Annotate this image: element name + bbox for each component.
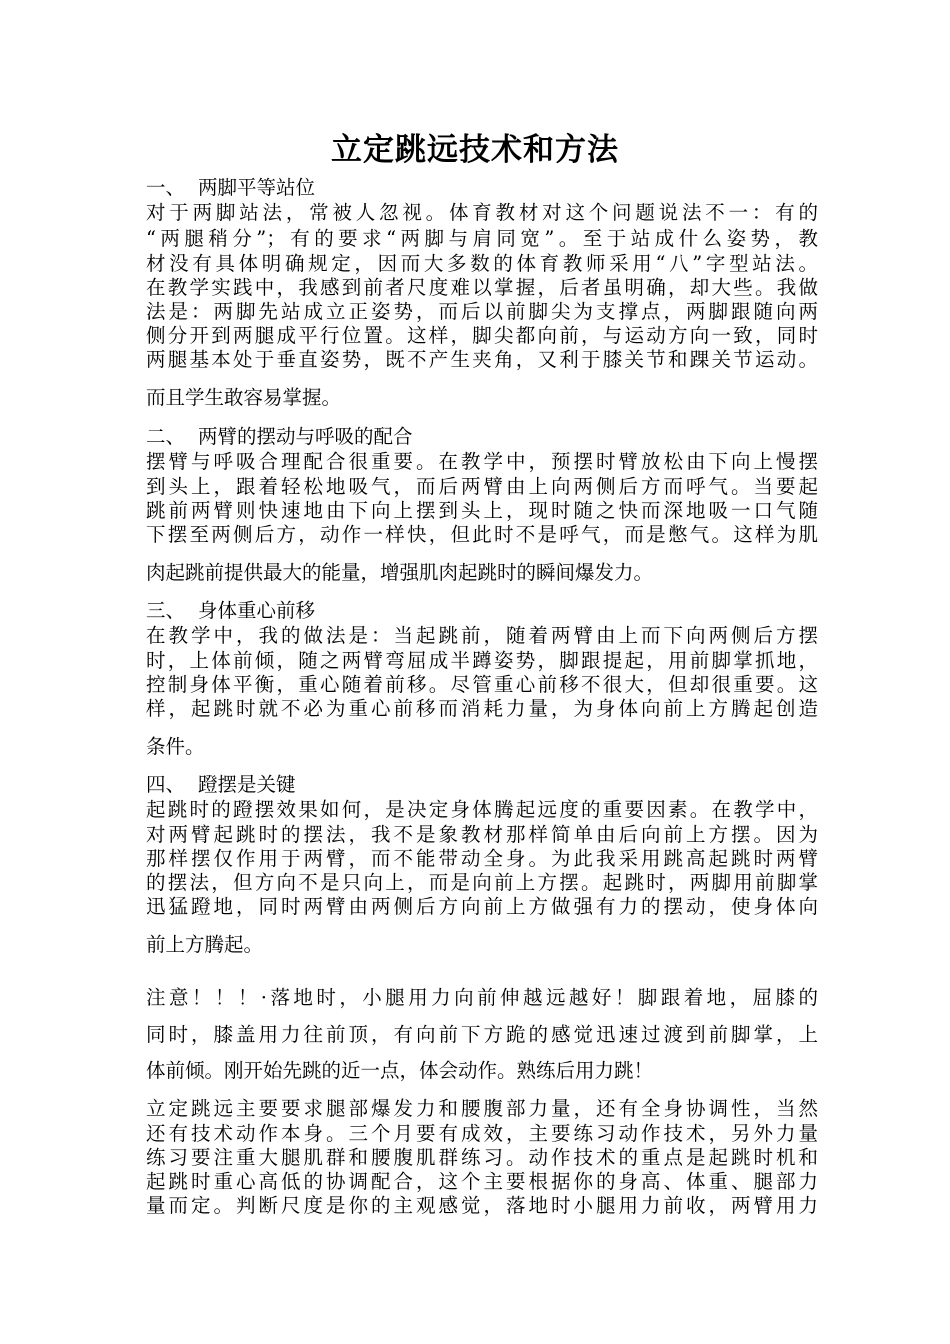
paragraph-line: 时，上体前倾，随之两臂弯屈成半蹲姿势，脚跟提起，用前脚掌抓地， bbox=[146, 649, 818, 672]
document-title: 立定跳远技术和方法 bbox=[331, 132, 619, 168]
section-heading-text: 蹬摆是关键 bbox=[198, 773, 296, 796]
section-heading bbox=[146, 424, 413, 450]
paragraph-line: 前上方腾起。 bbox=[146, 933, 264, 956]
paragraph-line: 侧分开到两腿成平行位置。这样，脚尖都向前，与运动方向一致，同时 bbox=[146, 324, 818, 347]
paragraph-line: 的摆法，但方向不是只向上，而是向前上方摆。起跳时，两脚用前脚掌 bbox=[146, 871, 818, 894]
paragraph-line: 两腿基本处于垂直姿势，既不产生夹角，又利于膝关节和踝关节运动。 bbox=[146, 348, 818, 371]
paragraph-line: 样，起跳时就不必为重心前移而消耗力量，为身体向前上方腾起创造 bbox=[146, 697, 818, 720]
paragraph-line: 条件。 bbox=[146, 735, 205, 758]
section-number: 四、 bbox=[146, 773, 186, 796]
section-heading-text: 两臂的摆动与呼吸的配合 bbox=[198, 425, 413, 448]
paragraph-line: 下摆至两侧后方，动作一样快，但此时不是呼气，而是憋气。这样为肌 bbox=[146, 523, 818, 546]
paragraph-line: 立定跳远主要要求腿部爆发力和腰腹部力量，还有全身协调性，当然 bbox=[146, 1097, 818, 1120]
paragraph-line: 法是：两脚先站成立正姿势，而后以前脚尖为支撑点，两脚跟随向两 bbox=[146, 300, 818, 323]
paragraph-line: 对于两脚站法，常被人忽视。体育教材对这个问题说法不一：有的 bbox=[146, 201, 818, 224]
section-heading bbox=[146, 175, 315, 201]
paragraph-line: 到头上，跟着轻松地吸气，而后两臂由上向两侧后方而呼气。当要起 bbox=[146, 475, 818, 498]
paragraph-line: 摆臂与呼吸合理配合很重要。在教学中，预摆时臂放松由下向上慢摆 bbox=[146, 450, 818, 473]
paragraph-line: 在教学中，我的做法是：当起跳前，随着两臂由上而下向两侧后方摆 bbox=[146, 624, 818, 647]
paragraph-line: 肉起跳前提供最大的能量，增强肌肉起跳时的瞬间爆发力。 bbox=[146, 561, 654, 584]
paragraph-line: 量而定。判断尺度是你的主观感觉，落地时小腿用力前收，两臂用力 bbox=[146, 1194, 818, 1217]
section-heading bbox=[146, 598, 315, 624]
paragraph-line: 而且学生敢容易掌握。 bbox=[146, 386, 342, 409]
paragraph-line: 材没有具体明确规定，因而大多数的体育教师采用“八”字型站法。 bbox=[146, 252, 818, 275]
paragraph-line: 迅猛蹬地，同时两臂由两侧后方向前上方做强有力的摆动，使身体向 bbox=[146, 895, 818, 918]
section-heading bbox=[146, 772, 296, 798]
paragraph-line: 控制身体平衡，重心随着前移。尽管重心前移不很大，但却很重要。这 bbox=[146, 673, 818, 696]
paragraph-line: 跳前两臂则快速地由下向上摆到头上，现时随之快而深地吸一口气随 bbox=[146, 499, 818, 522]
paragraph-line: 在教学实践中，我感到前者尺度难以掌握，后者虽明确，却大些。我做 bbox=[146, 276, 818, 299]
note-line: 同时，膝盖用力往前顶，有向前下方跪的感觉迅速过渡到前脚掌，上 bbox=[146, 1023, 818, 1046]
section-number: 三、 bbox=[146, 599, 186, 622]
paragraph-line: “两腿稍分”；有的要求“两脚与肩同宽”。至于站成什么姿势，教 bbox=[146, 227, 818, 250]
section-heading-text: 两脚平等站位 bbox=[198, 176, 316, 199]
paragraph-line: 练习要注重大腿肌群和腰腹肌群练习。动作技术的重点是起跳时机和 bbox=[146, 1146, 818, 1169]
note-line: 体前倾。刚开始先跳的近一点，体会动作。熟练后用力跳！ bbox=[146, 1059, 654, 1082]
paragraph-line: 起跳时重心高低的协调配合，这个主要根据你的身高、体重、腿部力 bbox=[146, 1170, 818, 1193]
paragraph-line: 还有技术动作本身。三个月要有成效，主要练习动作技术，另外力量 bbox=[146, 1122, 818, 1145]
note-line: 注意！！！·落地时，小腿用力向前伸越远越好！脚跟着地，屈膝的 bbox=[146, 986, 818, 1009]
section-number: 二、 bbox=[146, 425, 186, 448]
section-heading-text: 身体重心前移 bbox=[198, 599, 316, 622]
section-number: 一、 bbox=[146, 176, 186, 199]
paragraph-line: 那样摆仅作用于两臂，而不能带动全身。为此我采用跳高起跳时两臂 bbox=[146, 847, 818, 870]
paragraph-line: 起跳时的蹬摆效果如何，是决定身体腾起远度的重要因素。在教学中， bbox=[146, 798, 818, 821]
paragraph-line: 对两臂起跳时的摆法，我不是象教材那样简单由后向前上方摆。因为 bbox=[146, 823, 818, 846]
